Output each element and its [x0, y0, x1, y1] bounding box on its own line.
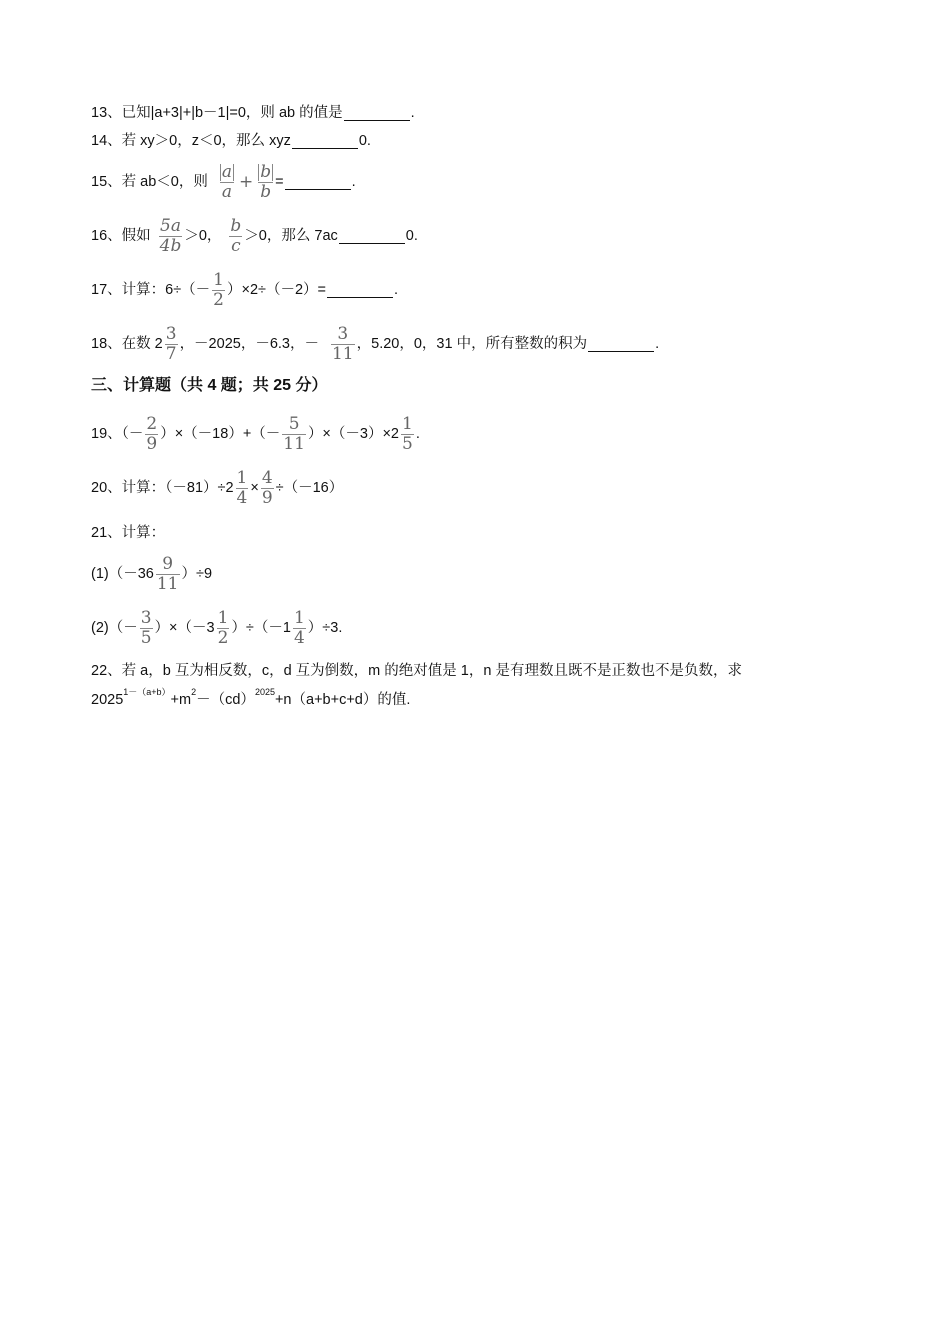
fraction: $\frac{1}{4}$	[236, 467, 248, 508]
question-16-text: 16、假如	[91, 228, 151, 244]
answer-blank	[344, 106, 410, 121]
question-21-part-2: (2)（－ $\frac{3}{5}$ ）×（－3 $\frac{1}{2}$ ）÷（－1 $\frac{1}{4}$ ）÷3.	[91, 607, 343, 648]
question-15-text: 15、若 ab＜0，则	[91, 174, 208, 190]
question-20-text: 20、计算：（－81）÷2	[91, 480, 234, 496]
fraction: $\frac{1}{2}$	[217, 607, 229, 648]
question-20: 20、计算：（－81）÷2 $\frac{1}{4}$ × $\frac{4}{9}$ ÷（－16）	[91, 467, 344, 508]
fraction: $\frac{1}{4}$	[293, 607, 305, 648]
answer-blank	[292, 134, 358, 149]
question-14-text: 14、若 xy＞0，z＜0，那么 xyz	[91, 133, 291, 149]
question-15: 15、若 ab＜0，则 $\frac{a}{a}$ + $\frac{b}{b}$ = .	[91, 161, 356, 202]
fraction: $\frac{3}{7}$	[165, 323, 177, 364]
question-21-text: 21、计算：	[91, 525, 166, 541]
question-14: 14、若 xy＞0，z＜0，那么 xyz 0.	[91, 133, 371, 149]
question-16: 16、假如 $\frac{5a}{4b}$ ＞0， $\frac{b}{c}$ ＞0，那么 7ac 0.	[91, 215, 418, 256]
fraction: $\frac{3}{5}$	[140, 607, 152, 648]
fraction: $\frac{a}{a}$	[221, 161, 232, 202]
fraction: $\frac{5a}{4b}$	[159, 215, 182, 256]
question-18: 18、在数 2 $\frac{3}{7}$ ，－2025，－6.3，－ $\frac{3}{11}$ ，5.20，0，31 中，所有整数的积为 .	[91, 323, 660, 364]
question-22	[91, 661, 742, 681]
question-13: 13、已知|a+3|+|b－1|=0，则 ab 的值是 .	[91, 105, 415, 121]
question-22-text: 22、若 a，b 互为相反数，c，d 互为倒数，m 的绝对值是 1，n 是有理数且既不是正数也不是负数，求	[91, 663, 742, 679]
fraction: $\frac{3}{11}$	[331, 323, 354, 364]
fraction: $\frac{9}{11}$	[156, 553, 179, 594]
question-21	[91, 523, 165, 543]
fraction: $\frac{b}{c}$	[230, 215, 242, 256]
fraction: $\frac{5}{11}$	[283, 413, 305, 454]
fraction: $\frac{1}{5}$	[402, 413, 413, 454]
answer-blank	[588, 337, 654, 352]
fraction: $\frac{4}{9}$	[261, 467, 273, 508]
question-22-expression: $2025^{1-(a+b)}+m^2-(cd)^{2025}+n(a+b+c+d)$的值.	[91, 687, 411, 708]
question-18-text: 18、在数 2	[91, 336, 163, 352]
question-17-text: 17、计算：6÷（－	[91, 282, 211, 298]
answer-blank	[285, 175, 351, 190]
question-19-text: 19、（－	[91, 426, 144, 442]
fraction: $\frac{2}{9}$	[146, 413, 158, 454]
fraction: $\frac{b}{b}$	[260, 161, 272, 202]
answer-blank	[327, 283, 393, 298]
answer-blank	[339, 229, 405, 244]
fraction: $\frac{1}{2}$	[213, 269, 224, 310]
question-13-text: 13、已知|a+3|+|b－1|=0，则 ab 的值是	[91, 105, 343, 121]
question-17: 17、计算：6÷（－ $\frac{1}{2}$ ）×2÷（－2）= .	[91, 269, 399, 310]
section-3-heading: 三、计算题（共 4 题；共 25 分）	[91, 377, 328, 394]
question-21-part-1: (1)（－36 $\frac{9}{11}$ ）÷9	[91, 553, 213, 594]
question-19: 19、（－ $\frac{2}{9}$ ）×（－18）+（－ $\frac{5}{11}$ ）×（－3）×2 $\frac{1}{5}$ .	[91, 413, 420, 454]
